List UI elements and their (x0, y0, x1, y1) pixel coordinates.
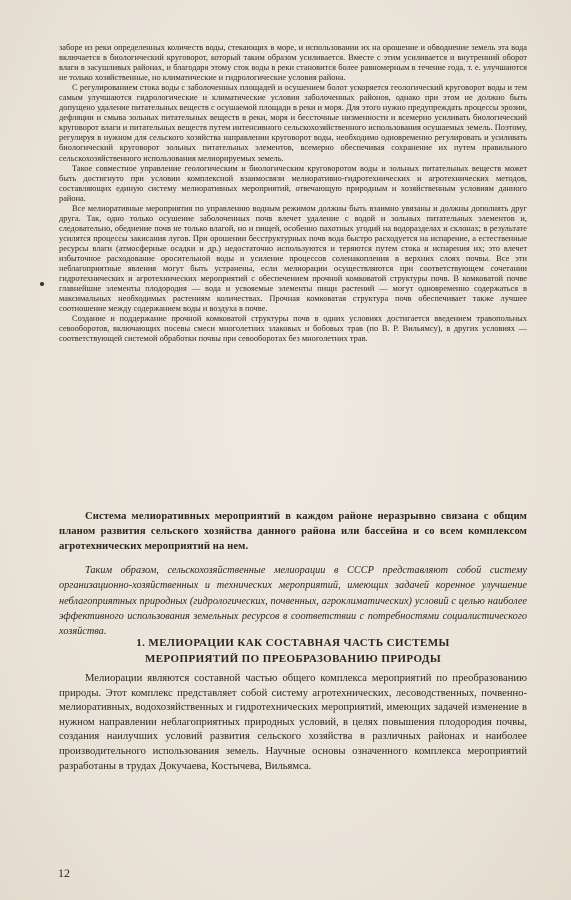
section-heading (59, 635, 527, 667)
section-heading-line-1: 1. МЕЛИОРАЦИИ КАК СОСТАВНАЯ ЧАСТЬ СИСТЕМЫ (136, 637, 450, 649)
paragraph-3: Такое совместное управление геологическим и биологическим круговоротом воды и зольных питательных веществ может быть достигнуто при условии комплексной взаимосвязи мелиоративно-гидротехнических и агротехнических методов, составляющих единую систему мелиоративных мероприятий, отвечающую природным и хозяйственным условиям данного района. (59, 163, 527, 203)
section-body-paragraph: Мелиорации являются составной частью общего комплекса мероприятий по преобразованию природы. Этот комплекс представляет собой систему агротехнических, лесоводственных, почвенно-мелиоративных, водохозяйственных и гидротехнических мероприятий, имеющих задачей изменение в нужном направлении неблагоприятных природных условий, в целях повышения плодородия почвы, создания наилучших условий развития сельского хозяйства в различных районах и наиболее производительного использования земель. Научные основы означенного комплекса мероприятий разработаны в трудах Докучаева, Костычева, Вильямса. (59, 673, 527, 772)
print-speck (40, 282, 44, 286)
paragraph-5: Создание и поддержание прочной комковатой структуры почв в одних условиях достигается введением травопольных севооборотов, включающих посевы смеси многолетних злаковых и бобовых трав (по В. Р. Вильямсу), в других условиях — соответствующей системой обработки почвы при севооборотах без многолетних трав. (59, 314, 527, 344)
italic-definition: Таким образом, сельскохозяйственные мелиорации в СССР представляют собой систему организационно-хозяйственных и технических мероприятий, имеющих задачей коренное улучшение неблагоприятных природных (гидрологических, почвенных, агроклиматических) условий с целью наиболее эффективного использования земельных ресурсов в соответствии с потребностями социалистического хозяйства. (59, 565, 527, 638)
page-number: 12 (58, 866, 70, 880)
small-text-block (59, 43, 527, 344)
section-heading-line-2: МЕРОПРИЯТИЙ ПО ПРЕОБРАЗОВАНИЮ ПРИРОДЫ (144, 653, 442, 665)
bold-statement: Система мелиоративных мероприятий в каждом районе неразрывно связана с общим планом развития сельского хозяйства данного района или бассейна и со всем комплексом агротехнических мероприятий на нем. (59, 511, 527, 553)
paragraph-1: заборе из реки определенных количеств воды, стекающих в море, и использовании их на орошение и обводнение земель эта вода включается в биологический круговорот, который таким образом усиливается. Вместе с этим усиливается и внутренний оборот влаги в засушливых районах, и благодаря этому сток воды в реки становится более равномерным в течение года, т. е. улучшаются не только хозяйственные, но климатические и гидрологические условия района. (59, 43, 527, 83)
paragraph-4: Все мелиоративные мероприятия по управлению водным режимом должны быть взаимно увязаны и должны дополнять друг друга. Так, одно только осушение заболоченных почв влечет удаление с водой и зольных питательных элементов и, следовательно, обеднение почв не только влагой, но и пищей, особенно пахотных угодий на водоразделах и склонах; в результате усилятся процессы закисания лугов. При орошении бесструктурных почв вода быстро расходуется на испарение, а естественные ресурсы влаги (атмосферные осадки и др.) недостаточно используются и теряются путем стока и испарения их; это влечет избыточное расходование оросительной воды и усиление процессов соленакопления в верхних слоях почвы. Все эти неблагоприятные явления могут быть устранены, если мелиорации осуществляются при соответствующем сочетании гидротехнических и агротехнических мероприятий с обеспечением прочной комковатой структуры почв. В комковатой почве главнейшие элементы плодородия — вода и усвояемые элементы пищи растений — могут одновременно содержаться в максимальных необходимых растениям количествах. Прочная комковатая структура почв обеспечивает также лучшее соотношение между содержанием воды и воздуха в почве. (59, 203, 527, 314)
paragraph-2: С регулированием стока воды с заболоченных площадей и осушением болот ускоряется геологический круговорот воды и тем самым улучшаются гидрологические и климатические условия заболоченных районов, однако при этом не должно быть допущено удаление питательных веществ с осушаемой площади в реки и моря. Для этого нужно предупреждать процессы эрозии, дефляции и смыва зольных питательных веществ в реки, моря и бессточные низменности и всемерно усиливать биологический круговорот влаги и питательных веществ путем интенсивного сельскохозяйственного использования осушаемых земель. Поэтому, регулируя в нужном для сельского хозяйства направлении круговорот воды, необходимо одновременно регулировать и усиливать биологический круговорот зольных питательных элементов, всемерно обеспечивая сохранение их путем правильного сельскохозяйственного использования мелиорируемых земель. (59, 83, 527, 163)
